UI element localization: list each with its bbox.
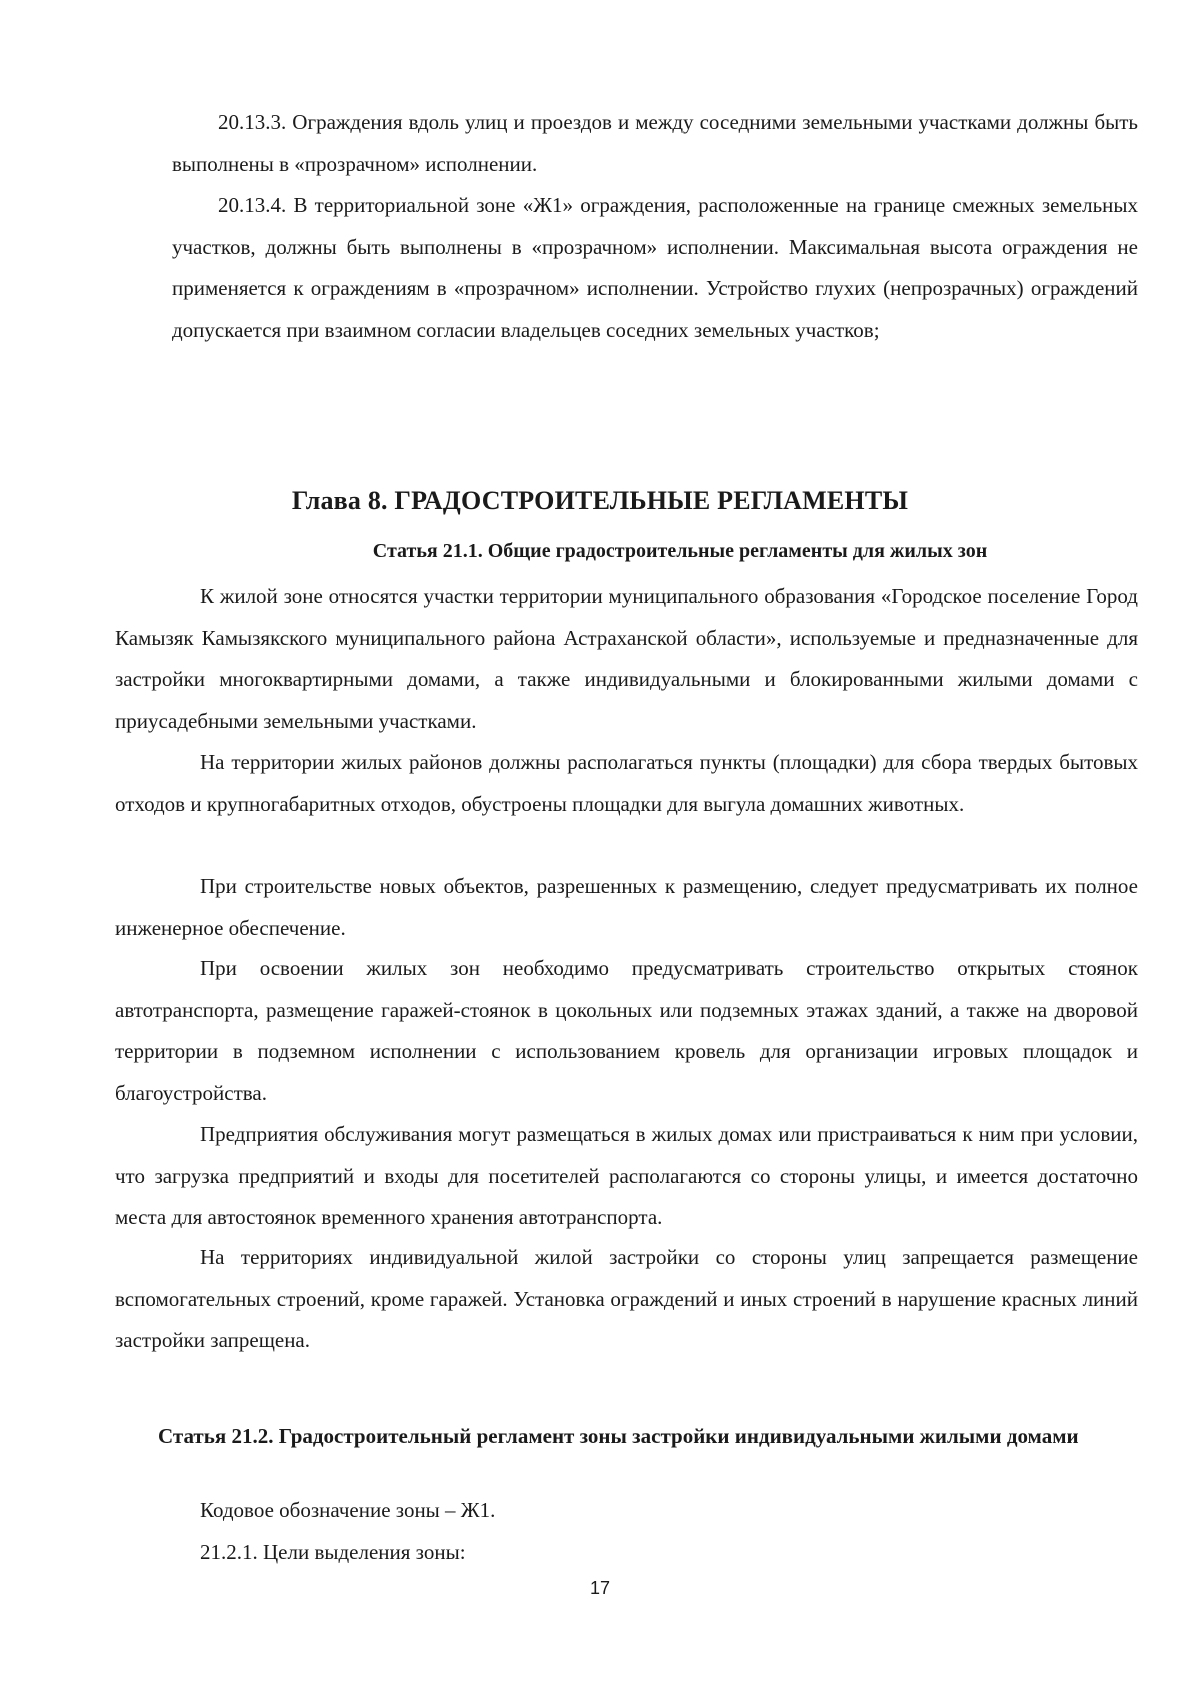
paragraph-20-13-3: 20.13.3. Ограждения вдоль улиц и проездов и между соседними земельными участками должны быть выполнены в «прозрачном» исполнении. (172, 110, 1138, 176)
paragraph-individual-housing: На территориях индивидуальной жилой застройки со стороны улиц запрещается размещение вспомогательных строений, кроме гаражей. Установка ограждений и иных строений в нарушение красных линий застройки запрещена. (115, 1245, 1138, 1352)
subsection-21-2-1: 21.2.1. Цели выделения зоны: (200, 1540, 466, 1564)
paragraph-20-13-4: 20.13.4. В территориальной зоне «Ж1» ограждения, расположенные на границе смежных земельных участков, должны быть выполнены в «прозрачном» исполнении. Максимальная высота ограждения не применяется к ограждениям в «прозрачном» исполнении. Устройство глухих (непрозрачных) ограждений допускается при взаимном согласии владельцев соседних земельных участков; (172, 193, 1138, 342)
paragraph-engineering: При строительстве новых объектов, разрешенных к размещению, следует предусматривать их полное инженерное обеспечение. (115, 874, 1138, 940)
paragraph-service-enterprises: Предприятия обслуживания могут размещаться в жилых домах или пристраиваться к ним при условии, что загрузка предприятий и входы для посетителей располагаются со стороны улицы, и имеется достаточно места для автостоянок временного хранения автотранспорта. (115, 1122, 1138, 1229)
paragraph-residential-zone: К жилой зоне относятся участки территории муниципального образования «Городское поселение Город Камызяк Камызякского муниципального района Астраханской области», используемые и предназначенные для застройки многоквартирными домами, а также индивидуальными и блокированными жилыми домами с приусадебными земельными участками. (115, 584, 1138, 733)
paragraph-parking: При освоении жилых зон необходимо предусматривать строительство открытых стоянок автотранспорта, размещение гаражей-стоянок в цокольных или подземных этажах зданий, а также на дворовой территории в подземном исполнении с использованием кровель для организации игровых площадок и благоустройства. (115, 956, 1138, 1105)
chapter-title: Глава 8. ГРАДОСТРОИТЕЛЬНЫЕ РЕГЛАМЕНТЫ (291, 486, 909, 515)
zone-code-line: Кодовое обозначение зоны – Ж1. (200, 1498, 496, 1522)
paragraph-waste-collection: На территории жилых районов должны располагаться пункты (площадки) для сбора твердых бытовых отходов и крупногабаритных отходов, обустроены площадки для выгула домашних животных. (115, 750, 1138, 816)
page-number: 17 (589, 1578, 611, 1598)
article-21-2-title: Статья 21.2. Градостроительный регламент зоны застройки индивидуальными жилыми домами (158, 1424, 1079, 1448)
article-21-1-title: Статья 21.1. Общие градостроительные регламенты для жилых зон (372, 540, 988, 562)
